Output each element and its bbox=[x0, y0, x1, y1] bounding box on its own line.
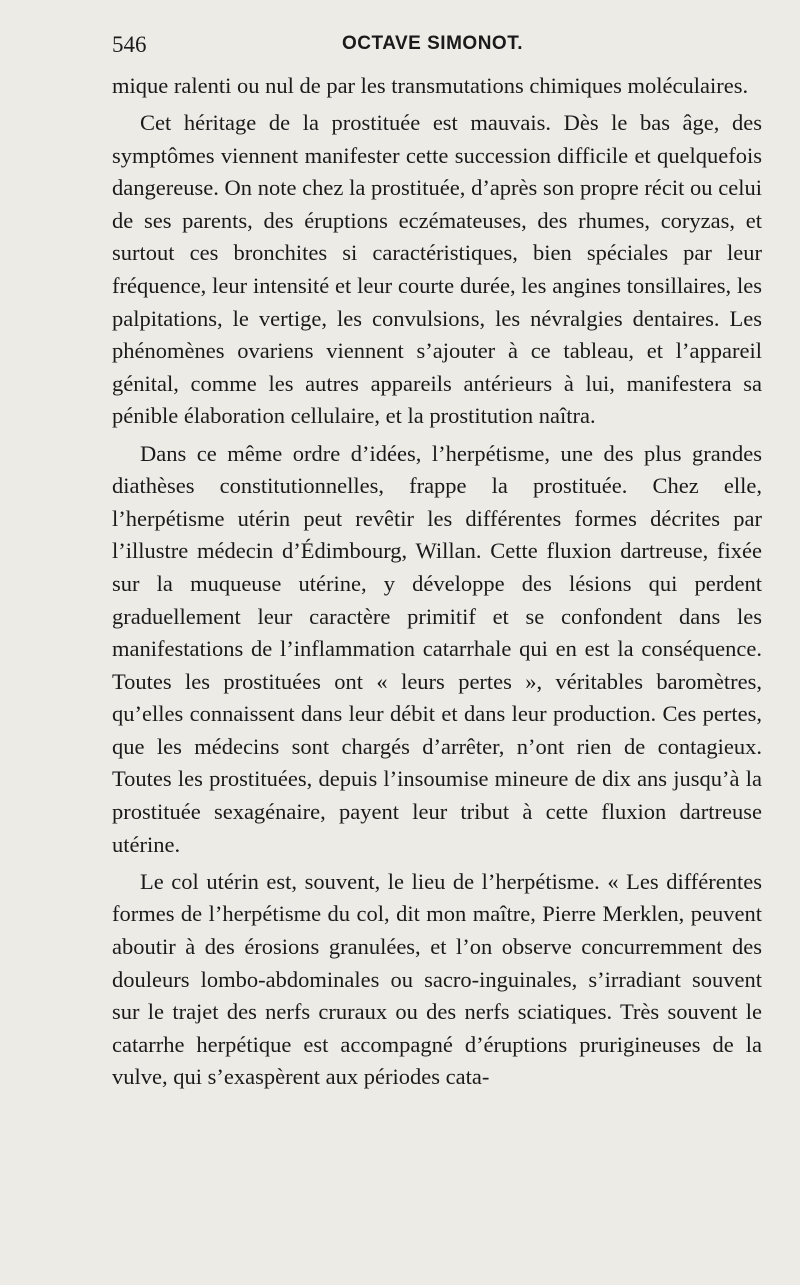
paragraph-herpetisme: Dans ce même ordre d’idées, l’herpétisme, une des plus grandes diathèses constitutionnelles, frappe la prostituée. Chez elle, l’herpétisme utérin peut revêtir les différentes formes décrites par l’illustre médecin d’Édimbourg, Willan. Cette fluxion dartreuse, fixée sur la muqueuse utérine, y développe des lésions qui perdent graduellement leur caractère primitif et se confondent dans les manifestations de l’inflammation catarrhale qui en est la conséquence. Toutes les prostituées ont « leurs pertes », véritables baromètres, qu’elles connaissent dans leur débit et dans leur production. Ces pertes, que les médecins sont chargés d’arrêter, n’ont rien de contagieux. Toutes les prostituées, depuis l’insoumise mineure de dix ans jusqu’à la prostituée sexagénaire, payent leur tribut à cette fluxion dartreuse utérine. bbox=[112, 440, 762, 857]
page-number: 546 bbox=[112, 32, 147, 57]
paragraph-col-uterin: Le col utérin est, souvent, le lieu de l’herpétisme. « Les différentes formes de l’herpétisme du col, dit mon maître, Pierre Merklen, peuvent aboutir à des érosions granulées, et l’on observe concurremment des douleurs lombo-abdominales ou sacro-inguinales, s’irradiant souvent sur le trajet des nerfs cruraux ou des nerfs sciatiques. Très souvent le catarrhe herpétique est accompagné d’éruptions prurigineuses de la vulve, qui s’exaspèrent aux périodes cata- bbox=[112, 868, 762, 1090]
paragraph-continued: mique ralenti ou nul de par les transmutations chimiques moléculaires. bbox=[112, 73, 749, 98]
body-text bbox=[112, 70, 762, 1094]
running-head: OCTAVE SIMONOT. bbox=[342, 33, 523, 54]
page-header bbox=[112, 30, 760, 62]
paragraph-heritage: Cet héritage de la prostituée est mauvais. Dès le bas âge, des symptômes viennent manifester cette succession difficile et quelquefois dangereuse. On note chez la prostituée, d’après son propre récit ou celui de ses parents, des éruptions eczémateuses, des rhumes, coryzas, et surtout ces bronchites si caractéristiques, bien spéciales par leur fréquence, leur intensité et leur courte durée, les angines tonsillaires, les palpitations, le vertige, les convulsions, les névralgies dentaires. Les phénomènes ovariens viennent s’ajouter à ce tableau, et l’appareil génital, comme les autres appareils antérieurs à lui, manifestera sa pénible élaboration cellulaire, et la prostitution naîtra. bbox=[112, 110, 762, 429]
